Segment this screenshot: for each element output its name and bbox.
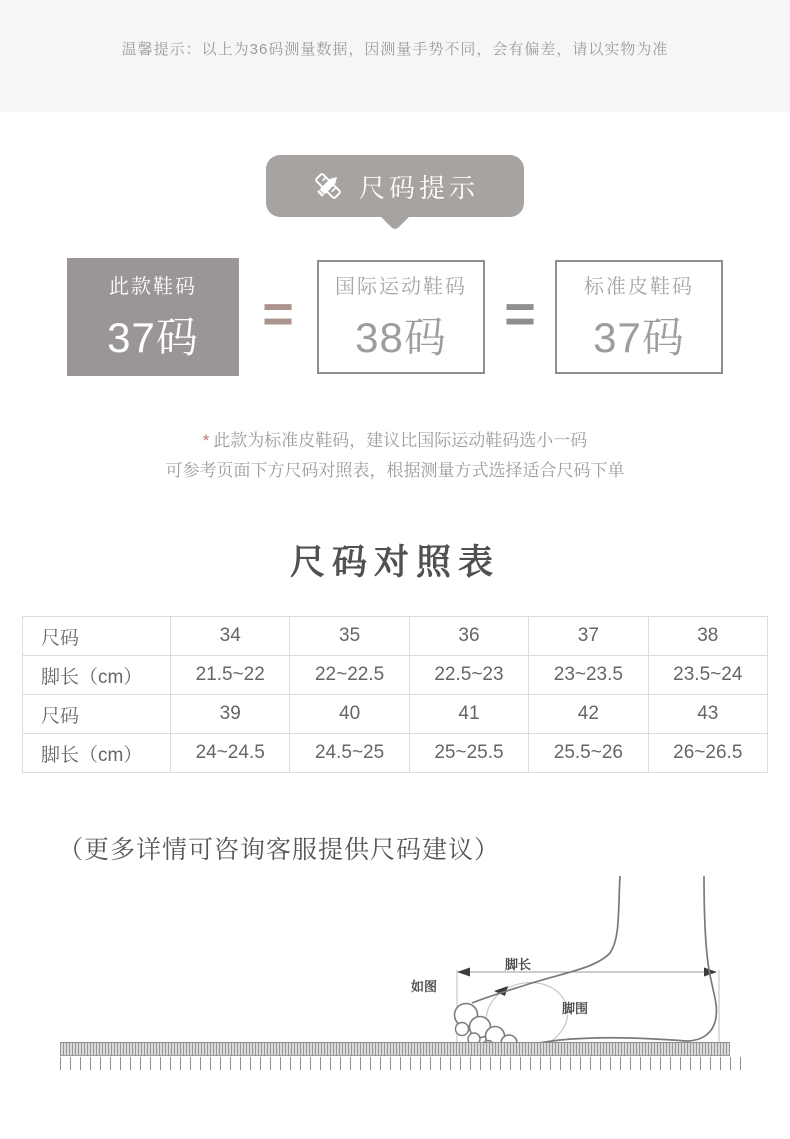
- foot-heel-sole-outline: [514, 876, 716, 1048]
- standard-size-value: 37码: [593, 313, 685, 361]
- size-advice-line1-text: 此款为标准皮鞋码，建议比国际运动鞋码选小一码: [213, 431, 588, 450]
- size-advice-line1: [0, 426, 790, 456]
- table-cell: 25.5~26: [529, 734, 648, 773]
- international-size-value: 38码: [355, 313, 447, 361]
- size-tip-badge-wrap: [0, 155, 790, 217]
- table-cell: 38: [648, 617, 767, 656]
- foot-measurement-diagram: [0, 874, 790, 1136]
- table-cell: 36: [409, 617, 528, 656]
- top-disclaimer-band: [0, 0, 790, 112]
- international-size-box: [317, 260, 485, 374]
- row-header-size: 尺码: [23, 695, 171, 734]
- equals-sign-2: =: [504, 284, 536, 344]
- ruler-pencil-icon: [311, 169, 345, 203]
- row-header-footlength: 脚长（cm）: [23, 734, 171, 773]
- ruler-strip: [60, 1042, 730, 1056]
- contact-service-note: （更多详情可咨询客服提供尺码建议）: [58, 836, 501, 864]
- table-cell: 22.5~23: [409, 656, 528, 695]
- table-cell: 22~22.5: [290, 656, 409, 695]
- table-cell: 43: [648, 695, 767, 734]
- foot-instep-outline: [472, 876, 620, 1003]
- size-advice-note: [0, 426, 790, 486]
- current-size-title: 此款鞋码: [109, 275, 197, 298]
- standard-size-title: 标准皮鞋码: [584, 275, 694, 298]
- international-size-title: 国际运动鞋码: [335, 275, 467, 298]
- row-header-footlength: 脚长（cm）: [23, 656, 171, 695]
- table-row: [23, 734, 768, 773]
- equals-sign-1: =: [262, 284, 294, 344]
- size-advice-line2: 可参考页面下方尺码对照表，根据测量方式选择适合尺码下单: [165, 461, 625, 480]
- size-equivalence-row: [0, 258, 790, 376]
- ruler-tick-marks: [60, 1057, 744, 1070]
- as-shown-label: 如图: [411, 979, 438, 994]
- table-cell: 24~24.5: [171, 734, 290, 773]
- asterisk-mark: *: [202, 431, 210, 450]
- table-row: [23, 656, 768, 695]
- toe-tip: [456, 1023, 469, 1036]
- table-cell: 41: [409, 695, 528, 734]
- table-cell: 34: [171, 617, 290, 656]
- foot-girth-label: 脚围: [562, 1001, 589, 1016]
- table-cell: 24.5~25: [290, 734, 409, 773]
- table-cell: 35: [290, 617, 409, 656]
- size-tip-badge: [266, 155, 524, 217]
- table-row: [23, 617, 768, 656]
- current-size-box: [67, 258, 239, 376]
- table-cell: 25~25.5: [409, 734, 528, 773]
- size-tip-badge-label: 尺码提示: [358, 172, 479, 203]
- table-cell: 21.5~22: [171, 656, 290, 695]
- standard-size-box: [555, 260, 723, 374]
- foot-length-label: 脚长: [505, 957, 532, 972]
- table-cell: 39: [171, 695, 290, 734]
- foot-diagram-drawing: [0, 874, 790, 1136]
- table-cell: 23.5~24: [648, 656, 767, 695]
- current-size-value: 37码: [107, 313, 199, 361]
- table-row: [23, 695, 768, 734]
- size-chart-table: [22, 616, 768, 773]
- table-cell: 40: [290, 695, 409, 734]
- table-cell: 26~26.5: [648, 734, 767, 773]
- measurement-disclaimer-text: 温馨提示：以上为36码测量数据，因测量手势不同，会有偏差，请以实物为准: [121, 41, 669, 58]
- table-cell: 37: [529, 617, 648, 656]
- dimension-arrow-left: [457, 968, 470, 977]
- row-header-size: 尺码: [23, 617, 171, 656]
- table-cell: 23~23.5: [529, 656, 648, 695]
- size-chart-title: 尺码对照表: [289, 543, 500, 582]
- table-cell: 42: [529, 695, 648, 734]
